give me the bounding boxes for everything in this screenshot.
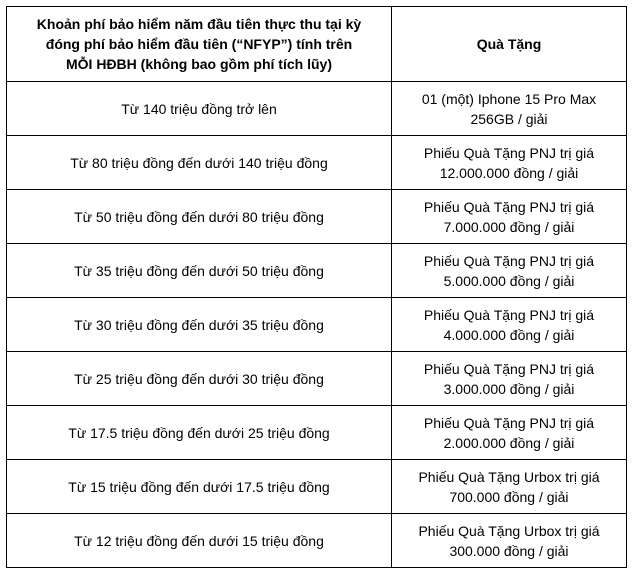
fee-cell: Từ 50 triệu đồng đến dưới 80 triệu đồng	[7, 190, 392, 244]
gift-cell	[392, 514, 627, 568]
header-fee-line: đóng phí bảo hiểm đầu tiên (“NFYP”) tính trên	[45, 36, 353, 52]
gift-line: 5.000.000 đồng / giải	[443, 272, 575, 289]
gift-cell	[392, 298, 627, 352]
table-row	[7, 190, 627, 244]
gift-line: 7.000.000 đồng / giải	[443, 218, 575, 235]
reward-table	[6, 6, 627, 568]
table-row	[7, 136, 627, 190]
table-row	[7, 298, 627, 352]
gift-line: Phiếu Quà Tặng PNJ trị giá	[423, 198, 595, 215]
gift-line: 12.000.000 đồng / giải	[439, 164, 579, 181]
table-row	[7, 406, 627, 460]
fee-cell: Từ 35 triệu đồng đến dưới 50 triệu đồng	[7, 244, 392, 298]
gift-line: Phiếu Quà Tặng PNJ trị giá	[423, 414, 595, 431]
fee-cell: Từ 15 triệu đồng đến dưới 17.5 triệu đồng	[7, 460, 392, 514]
gift-line: Phiếu Quà Tặng Urbox trị giá	[418, 522, 600, 539]
table-row	[7, 82, 627, 136]
gift-line: Phiếu Quà Tặng PNJ trị giá	[423, 144, 595, 161]
gift-line: 2.000.000 đồng / giải	[443, 434, 575, 451]
gift-line: Phiếu Quà Tặng Urbox trị giá	[418, 468, 600, 485]
gift-cell	[392, 460, 627, 514]
table-row	[7, 244, 627, 298]
gift-cell	[392, 82, 627, 136]
table-row	[7, 514, 627, 568]
fee-cell: Từ 12 triệu đồng đến dưới 15 triệu đồng	[7, 514, 392, 568]
fee-cell: Từ 25 triệu đồng đến dưới 30 triệu đồng	[7, 352, 392, 406]
gift-cell	[392, 136, 627, 190]
gift-line: Phiếu Quà Tặng PNJ trị giá	[423, 360, 595, 377]
gift-line: 256GB / giải	[470, 110, 548, 127]
header-fee-cell	[7, 7, 392, 82]
gift-cell	[392, 190, 627, 244]
gift-line: 4.000.000 đồng / giải	[443, 326, 575, 343]
gift-cell	[392, 352, 627, 406]
gift-line: 300.000 đồng / giải	[449, 542, 569, 559]
table-row	[7, 352, 627, 406]
table-body	[7, 82, 627, 568]
fee-cell: Từ 17.5 triệu đồng đến dưới 25 triệu đồng	[7, 406, 392, 460]
header-gift-cell	[392, 7, 627, 82]
table-row	[7, 460, 627, 514]
gift-line: Phiếu Quà Tặng PNJ trị giá	[423, 306, 595, 323]
gift-line: Phiếu Quà Tặng PNJ trị giá	[423, 252, 595, 269]
table-header-row	[7, 7, 627, 82]
fee-cell: Từ 30 triệu đồng đến dưới 35 triệu đồng	[7, 298, 392, 352]
fee-cell: Từ 140 triệu đồng trở lên	[7, 82, 392, 136]
header-fee-line: MỖI HĐBH (không bao gồm phí tích lũy)	[66, 56, 332, 72]
gift-cell	[392, 244, 627, 298]
gift-line: 3.000.000 đồng / giải	[443, 380, 575, 397]
header-fee-line: Khoản phí bảo hiểm năm đầu tiên thực thu tại kỳ	[36, 16, 362, 32]
gift-line: 01 (một) Iphone 15 Pro Max	[421, 90, 597, 107]
header-gift-label: Quà Tặng	[476, 36, 542, 52]
fee-cell: Từ 80 triệu đồng đến dưới 140 triệu đồng	[7, 136, 392, 190]
gift-line: 700.000 đồng / giải	[449, 488, 569, 505]
gift-cell	[392, 406, 627, 460]
